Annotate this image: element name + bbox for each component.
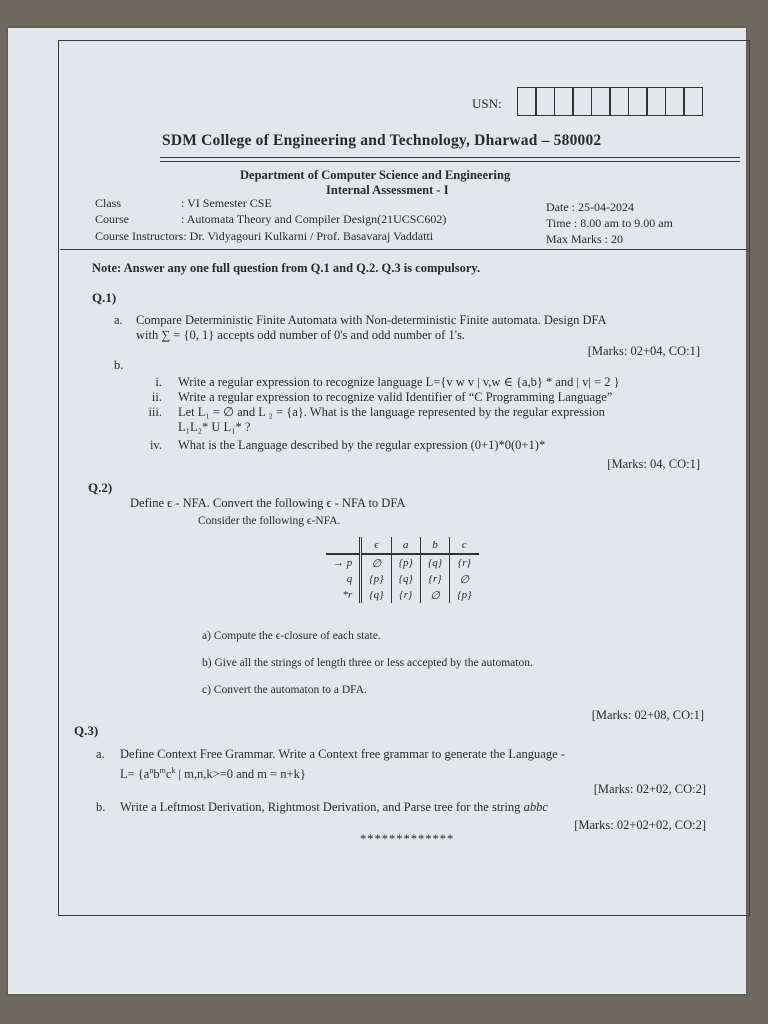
q1b-num-4: iv. [149, 438, 162, 452]
usn-box [609, 87, 629, 116]
table-cell: → p [326, 554, 361, 571]
assessment-title: Internal Assessment - I [326, 183, 449, 197]
q3a-sup: n [149, 766, 154, 775]
usn-box [591, 87, 611, 116]
usn-box [665, 87, 685, 116]
q3b-string: abbc [523, 800, 548, 814]
table-cell: ∅ [361, 554, 391, 571]
department-title: Department of Computer Science and Engineering [240, 168, 511, 182]
q1b-item-4: What is the Language described by the regular expression (0+1)*0(0+1)* [178, 438, 546, 452]
table-row [326, 554, 479, 571]
table-cell: {p} [457, 589, 472, 601]
usn-box [683, 87, 703, 116]
class-label: Class [95, 196, 122, 210]
class-value: : VI Semester CSE [181, 196, 272, 210]
q1a-line2: with ∑ = {0, 1} accepts odd number of 0's and odd number of 1's. [136, 328, 465, 342]
exam-date: Date : 25-04-2024 [546, 200, 634, 214]
table-cell [326, 537, 361, 554]
enfa-transition-table [326, 537, 479, 603]
table-cell: ∅ [420, 587, 449, 603]
table-cell: {p} [391, 554, 420, 571]
q1a-marker: a. [114, 313, 123, 327]
q1b-num-1: i. [155, 375, 162, 389]
table-row [326, 587, 479, 603]
table-header-row [326, 537, 479, 554]
q3a-sup: k [171, 766, 176, 775]
course-label: Course [95, 212, 129, 226]
q3b-line [120, 800, 548, 815]
q3b-text: Write a Leftmost Derivation, Rightmost Derivation, and Parse tree for the string [120, 800, 524, 814]
q1a-line1: Compare Deterministic Finite Automata with Non-deterministic Finite automata. Design DFA [136, 313, 607, 327]
usn-box [646, 87, 666, 116]
table-cell: {q} [391, 571, 420, 587]
q2-line1: Define ϵ - NFA. Convert the following ϵ - NFA to DFA [130, 496, 406, 510]
table-cell: *r [326, 587, 361, 603]
table-cell: {q} [361, 587, 391, 603]
q3a-text: L= {a [120, 767, 150, 782]
q2-label: Q.2) [88, 480, 113, 495]
q2-part-c: c) Convert the automaton to a DFA. [202, 684, 367, 696]
usn-boxes [518, 87, 703, 116]
usn-box [517, 87, 537, 116]
title-rule [160, 157, 740, 158]
q1b-item-1: Write a regular expression to recognize language L={v w v | v,w ∈ {a,b} * and | v| = 2 } [178, 375, 620, 389]
q3b-marker: b. [96, 800, 106, 814]
q2-marks: [Marks: 02+08, CO:1] [591, 708, 704, 722]
q3a-text: | m,n,k>=0 and m = n+k} [175, 767, 306, 782]
q1a-marks: [Marks: 02+04, CO:1] [587, 344, 700, 358]
q1b-item-3-cont: L₁L₂* U L₁* ? [178, 420, 251, 434]
usn-label: USN: [472, 96, 502, 111]
title-rule-2 [160, 161, 740, 162]
q3a-line1: Define Context Free Grammar. Write a Context free grammar to generate the Language - [120, 747, 565, 761]
q3b-marks: [Marks: 02+02+02, CO:2] [574, 818, 706, 832]
q1b-item-3: Let L₁ = ∅ and L ₂ = {a}. What is the language represented by the regular expression [178, 405, 605, 419]
q3a-text: c [165, 767, 172, 782]
table-cell: {r} [391, 587, 420, 603]
table-row [326, 571, 479, 587]
table-cell: {p} [361, 571, 391, 587]
q2-part-b: b) Give all the strings of length three or less accepted by the automaton. [202, 657, 533, 669]
q1b-num-2: ii. [151, 390, 162, 404]
exam-time: Time : 8.00 am to 9.00 am [546, 216, 673, 230]
table-cell: {r} [420, 571, 449, 587]
usn-box [572, 87, 592, 116]
college-title: SDM College of Engineering and Technology, Dharwad – 580002 [162, 132, 602, 149]
table-cell: ϵ [361, 537, 391, 554]
end-stars: ************* [360, 832, 455, 846]
q3a-sup: m [159, 766, 166, 775]
course-value: : Automata Theory and Compiler Design(21UCSC602) [181, 212, 447, 226]
q3a-text: b [153, 767, 160, 782]
table-cell: ∅ [459, 573, 470, 586]
table-cell: q [326, 571, 361, 587]
q3a-line2 [120, 763, 306, 782]
question-paper [8, 28, 746, 994]
table-cell: b [420, 537, 449, 554]
instructions-note: Note: Answer any one full question from Q.1 and Q.2. Q.3 is compulsory. [92, 261, 481, 275]
q1-label: Q.1) [92, 290, 117, 305]
table-cell: a [391, 537, 420, 554]
q2-part-a: a) Compute the ϵ-closure of each state. [202, 630, 381, 642]
q1b-num-3: iii. [148, 405, 162, 419]
table-cell: c [450, 537, 479, 554]
table-cell: {q} [420, 554, 449, 571]
course-instructors: Course Instructors: Dr. Vidyagouri Kulkarni / Prof. Basavaraj Vaddatti [95, 229, 434, 243]
max-marks: Max Marks : 20 [546, 232, 623, 246]
usn-box [628, 87, 648, 116]
q2-line2: Consider the following ϵ-NFA. [198, 515, 341, 527]
q3a-marks: [Marks: 02+02, CO:2] [593, 782, 706, 796]
table-cell: {r} [457, 557, 471, 569]
q1b-marker: b. [114, 358, 124, 372]
q3-label: Q.3) [74, 723, 99, 738]
q1b-item-2: Write a regular expression to recognize valid Identifier of “C Programming Language” [178, 390, 613, 404]
usn-box [535, 87, 555, 116]
q1b-marks: [Marks: 04, CO:1] [607, 457, 700, 471]
usn-box [554, 87, 574, 116]
info-rule [60, 249, 748, 250]
q3a-marker: a. [96, 747, 105, 761]
